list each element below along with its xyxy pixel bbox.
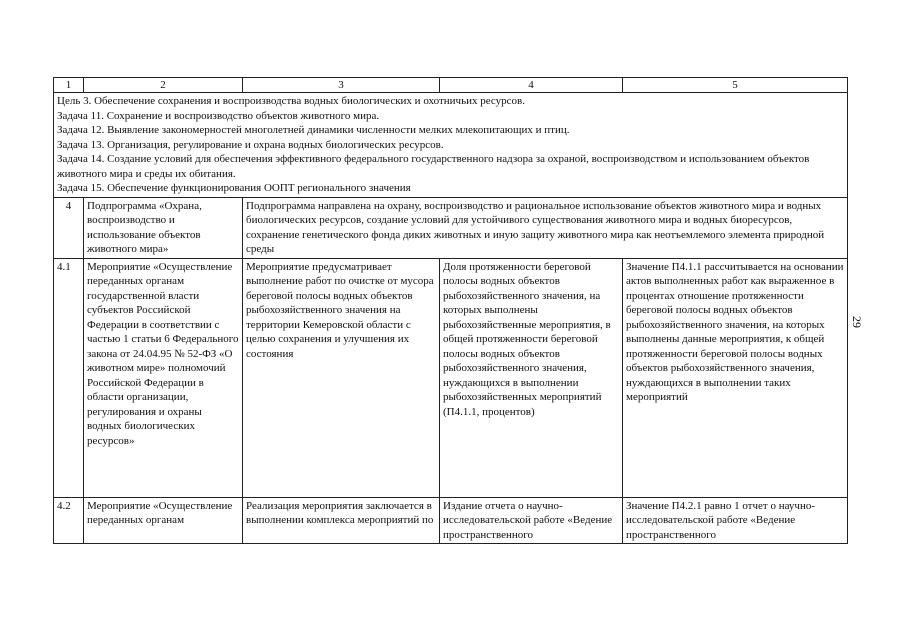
header-col-4: 4 [440,78,623,93]
task-12: Задача 12. Выявление закономерностей многолетней динамики численности мелких млекопитающих и птиц. [57,124,570,136]
task-11: Задача 11. Сохранение и воспроизводство объектов животного мира. [57,109,380,122]
header-col-5: 5 [623,78,848,93]
row-method: Значение П4.1.1 рассчитывается на основании актов выполненных работ как выраженное в процентах отношение протяженности береговой полосы водных объектов рыбохозяйственного значения, на которых выполнены данные мероприятия, к общей протяженности береговой полосы водных объектов рыбохозяйственного значения, нуждающихся в выполнении таких мероприятий [623,258,848,497]
header-col-3: 3 [243,78,440,93]
header-row [54,78,848,93]
row-description: Подпрограмма направлена на охрану, воспроизводство и рациональное использование объектов животного мира и водных биологических ресурсов, создание условий для устойчивого существования животного мира и водных биоресурсов, сохранение генетического фонда диких животных и иную защиту животного мира как неотъемлемого элемента природной среды [243,197,848,258]
row-name: Мероприятие «Осуществление переданных органам [84,497,243,544]
row-number: 4.2 [54,497,84,544]
row-method: Значение П4.2.1 равно 1 отчет о научно-исследовательской работе «Ведение пространственного [623,497,848,544]
row-number: 4 [54,197,84,258]
goal-title: Цель 3. Обеспечение сохранения и воспроизводства водных биологических и охотничьих ресурсов. [57,95,525,107]
task-14: Задача 14. Создание условий для обеспечения эффективного федерального государственного надзора за охраной, воспроизводством и использованием объектов животного мира и среды их обитания. [57,153,810,180]
goal-row [54,93,848,198]
row-indicator: Издание отчета о научно-исследовательской работе «Ведение пространственного [440,497,623,544]
table-row [54,258,848,497]
row-name: Мероприятие «Осуществление переданных органам государственной власти субъектов Российской Федерации в соответствии с частью 1 статьи 6 Федерального закона от 24.04.95 № 52-ФЗ «О животном мире» полномочий Российской Федерации в области организации, регулирования и охраны водных биологических ресурсов» [84,258,243,497]
page-number: 29 [850,316,864,328]
row-number: 4.1 [54,258,84,497]
row-indicator: Доля протяженности береговой полосы водных объектов рыбохозяйственного значения, на которых выполнены рыбохозяйственные мероприятия, в общей протяженности береговой полосы водных объектов рыбохозяйственного значения, нуждающихся в выполнении рыбохозяйственных мероприятий (П4.1.1, процентов) [440,258,623,497]
goal-block [54,93,848,198]
row-name: Подпрограмма «Охрана, воспроизводство и использование объектов животного мира» [84,197,243,258]
document-table [53,77,848,544]
table-row [54,497,848,544]
header-col-2: 2 [84,78,243,93]
row-description: Мероприятие предусматривает выполнение работ по очистке от мусора береговой полосы водных объектов рыбохозяйственного значения на территории Кемеровской области с целью сохранения и улучшения их состояния [243,258,440,497]
row-description: Реализация мероприятия заключается в выполнении комплекса мероприятий по [243,497,440,544]
task-15: Задача 15. Обеспечение функционирования ООПТ регионального значения [57,182,411,194]
task-13: Задача 13. Организация, регулирование и охрана водных биологических ресурсов. [57,138,444,151]
header-col-1: 1 [54,78,84,93]
table-row [54,197,848,258]
